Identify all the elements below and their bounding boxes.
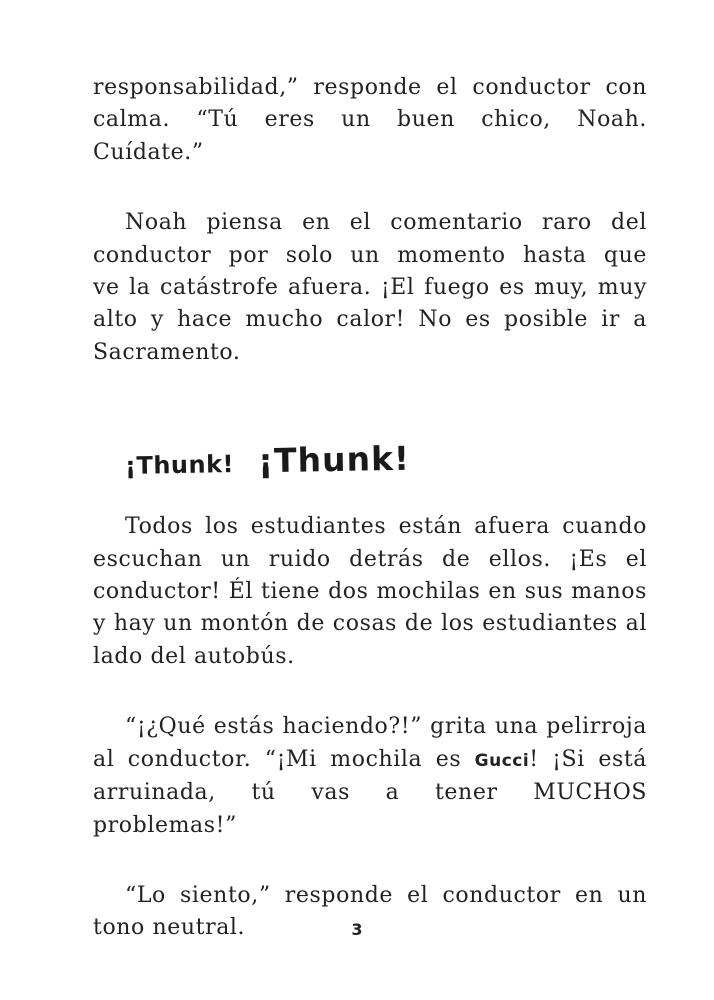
text-line: Noah piensa en el comentario raro del xyxy=(125,210,647,236)
text-line: responsabilidad,” responde el conductor con xyxy=(93,75,647,100)
page-number: 3 xyxy=(351,920,363,939)
sound-effect-small: ¡Thunk! xyxy=(124,450,235,481)
page-body xyxy=(93,72,647,945)
text-line: alto y hace mucho calor! No es posible ir a xyxy=(93,307,647,333)
text-fragment: al conductor. “¡Mi mochila es xyxy=(93,746,475,772)
text-line: “¡¿Qué estás haciendo?!” grita una pelirroja xyxy=(125,714,647,740)
text-line: tono neutral. xyxy=(93,915,246,941)
paragraph-4 xyxy=(93,711,647,842)
paragraph-3 xyxy=(93,511,647,673)
text-line: arruinada, tú vas a tener MUCHOS problemas!” xyxy=(93,780,647,838)
text-line: y hay un montón de cosas de los estudiantes al xyxy=(93,611,647,637)
text-line: “Lo siento,” responde el conductor en un xyxy=(125,882,647,908)
text-line: conductor! Él tiene dos mochilas en sus manos xyxy=(93,579,647,605)
brand-name: Gucci xyxy=(474,750,530,771)
text-fragment: ! ¡Si está xyxy=(529,746,647,772)
text-line: Todos los estudiantes están afuera cuando xyxy=(125,514,647,540)
text-line xyxy=(93,744,647,777)
text-line: Sacramento. xyxy=(93,339,241,365)
text-line: calma. “Tú eres un buen chico, Noah. Cuídate.” xyxy=(93,107,647,165)
paragraph-1 xyxy=(93,72,647,169)
text-line: conductor por solo un momento hasta que xyxy=(93,242,647,268)
paragraph-2 xyxy=(93,207,647,369)
text-line: lado del autobús. xyxy=(93,643,295,669)
text-line: escuchan un ruido detrás de ellos. ¡Es el xyxy=(93,546,647,572)
text-line: ve la catástrofe afuera. ¡El fuego es muy, muy xyxy=(93,275,647,301)
sound-effect-large: ¡Thunk! xyxy=(257,438,411,481)
sound-effects xyxy=(93,435,647,479)
